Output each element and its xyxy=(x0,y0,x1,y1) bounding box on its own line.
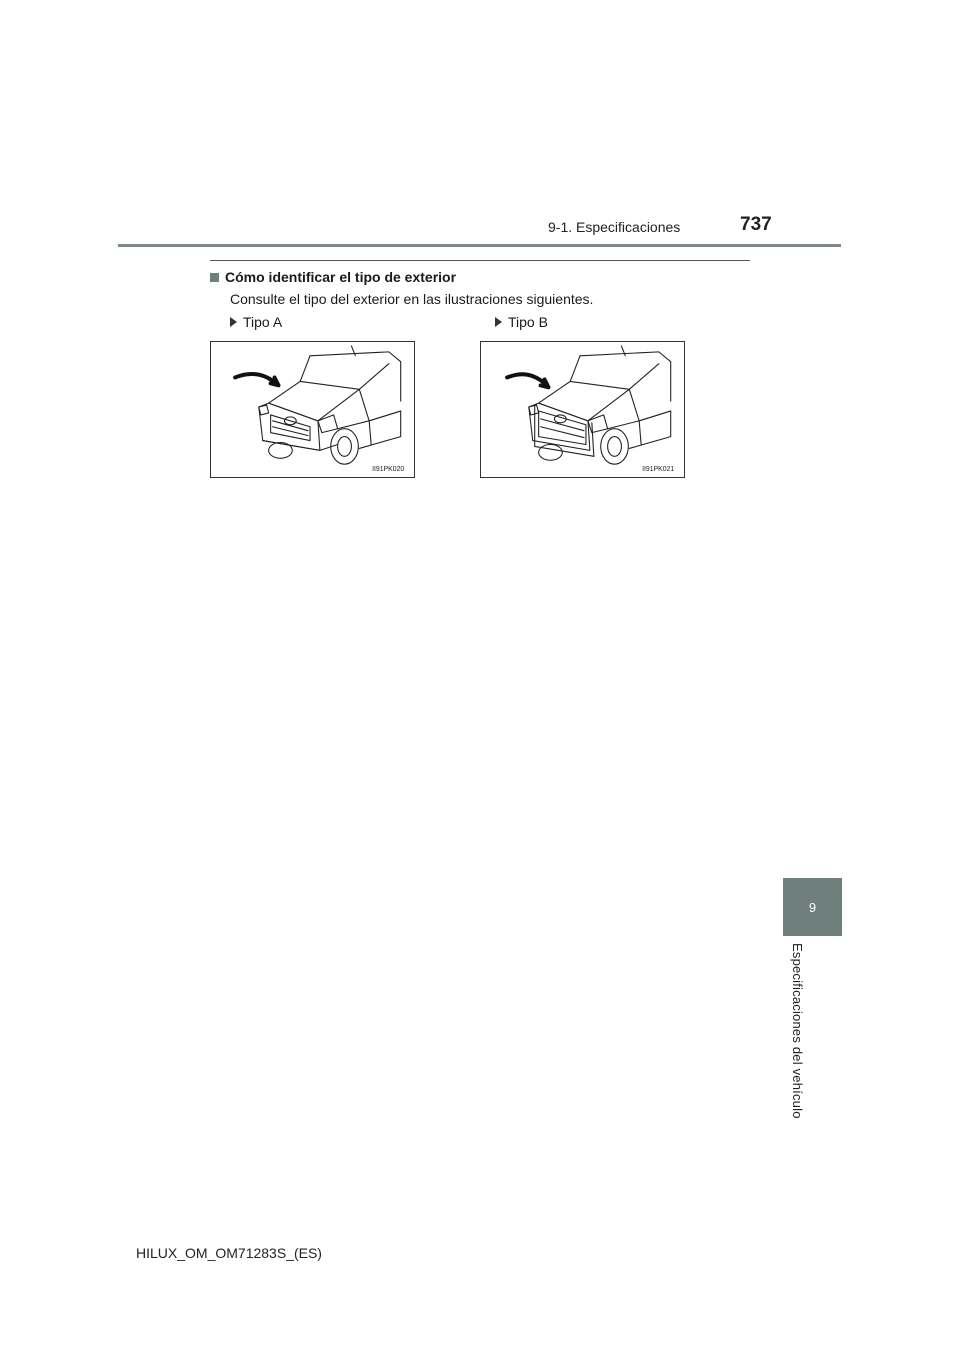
pickup-truck-illustration-type-a xyxy=(211,342,414,477)
pickup-truck-illustration-type-b xyxy=(481,342,684,477)
type-a-label xyxy=(230,314,282,330)
type-a-label-text: Tipo A xyxy=(243,314,283,330)
triangle-bullet-icon xyxy=(495,317,502,327)
figure-code-a: II91PK020 xyxy=(372,466,405,474)
figure-code-b: II91PK021 xyxy=(642,466,675,474)
square-bullet-icon xyxy=(210,273,219,282)
page-number: 737 xyxy=(740,214,772,235)
section-heading-text: Cómo identificar el tipo de exterior xyxy=(225,269,457,285)
triangle-bullet-icon xyxy=(230,317,237,327)
header-section-title: 9-1. Especificaciones xyxy=(548,219,681,235)
section-heading xyxy=(210,269,456,285)
figure-type-a xyxy=(210,341,415,478)
chapter-title-vertical: Especificaciones del vehículo xyxy=(790,943,805,1119)
section-divider xyxy=(210,260,750,261)
type-b-label-text: Tipo B xyxy=(508,314,548,330)
footer-document-code: HILUX_OM_OM71283S_(ES) xyxy=(136,1245,322,1261)
figure-type-b xyxy=(480,341,685,478)
section-body-text: Consulte el tipo del exterior en las ilustraciones siguientes. xyxy=(230,291,594,307)
type-b-label xyxy=(495,314,548,330)
chapter-tab xyxy=(783,878,842,936)
chapter-number: 9 xyxy=(808,899,817,915)
header-divider xyxy=(118,244,841,247)
